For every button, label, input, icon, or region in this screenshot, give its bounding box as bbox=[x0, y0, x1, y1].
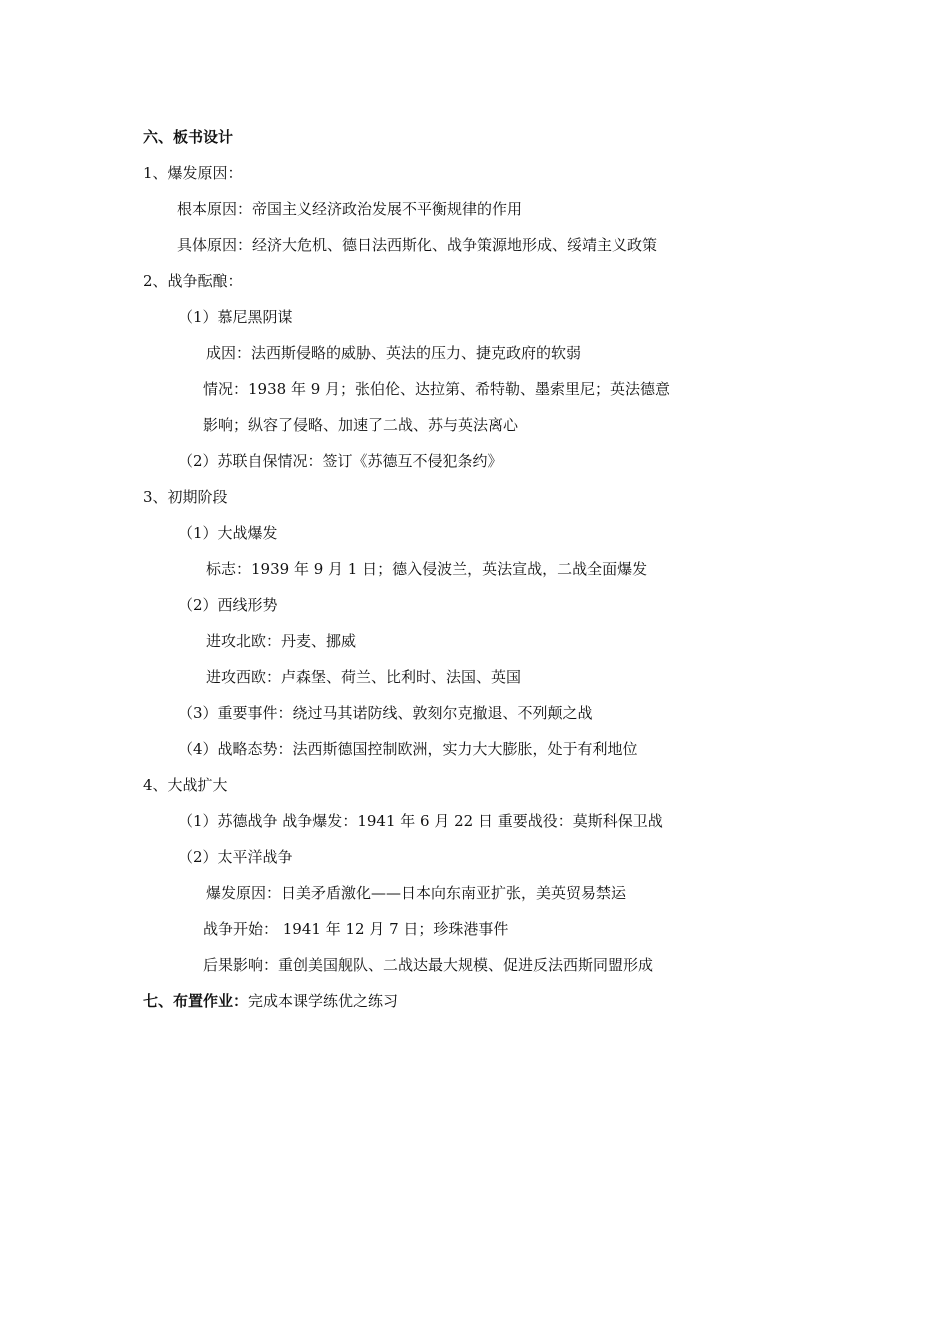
important-events: （3）重要事件：绕过马其诺防线、敦刻尔克撤退、不列颠之战 bbox=[178, 704, 593, 722]
soviet-german-war: （1）苏德战争 战争爆发：1941 年 6 月 22 日 重要战役：莫斯科保卫战 bbox=[178, 812, 663, 830]
root-cause-line: 根本原因：帝国主义经济政治发展不平衡规律的作用 bbox=[177, 200, 523, 218]
soviet-self-defense: （2）苏联自保情况：签订《苏德互不侵犯条约》 bbox=[178, 452, 503, 470]
munich-cause: 成因：法西斯侵略的威胁、英法的压力、捷克政府的软弱 bbox=[206, 344, 582, 362]
strategic-situation: （4）战略态势：法西斯德国控制欧洲，实力大大膨胀，处于有利地位 bbox=[178, 740, 638, 758]
munich-impact: 影响；纵容了侵略、加速了二战、苏与英法离心 bbox=[203, 416, 519, 434]
attack-northern-europe: 进攻北欧：丹麦、挪威 bbox=[206, 632, 357, 650]
war-outbreak-mark: 标志：1939 年 9 月 1 日；德入侵波兰，英法宣战，二战全面爆发 bbox=[206, 560, 648, 578]
pacific-war-start: 战争开始： 1941 年 12 月 7 日；珍珠港事件 bbox=[203, 920, 509, 938]
attack-western-europe: 进攻西欧：卢森堡、荷兰、比利时、法国、英国 bbox=[206, 668, 522, 686]
munich-situation: 情况：1938 年 9 月；张伯伦、达拉第、希特勒、墨索里尼；英法德意 bbox=[203, 380, 671, 398]
item4-heading: 4、大战扩大 bbox=[143, 776, 228, 794]
pacific-war-title: （2）太平洋战争 bbox=[178, 848, 293, 866]
section7-content: 完成本课学练优之练习 bbox=[248, 992, 399, 1010]
section6-title: 六、板书设计 bbox=[143, 128, 234, 146]
item2-heading: 2、战争酝酿： bbox=[143, 272, 243, 290]
section7-title: 七、布置作业 bbox=[143, 992, 234, 1010]
specific-cause-line: 具体原因：经济大危机、德日法西斯化、战争策源地形成、绥靖主义政策 bbox=[177, 236, 658, 254]
item3-heading: 3、初期阶段 bbox=[143, 488, 228, 506]
section7-colon: ： bbox=[233, 992, 249, 1010]
section7-line bbox=[143, 989, 398, 1013]
munich-title: （1）慕尼黑阴谋 bbox=[178, 308, 293, 326]
item1-heading: 1、爆发原因： bbox=[143, 164, 243, 182]
western-front-title: （2）西线形势 bbox=[178, 596, 278, 614]
pacific-war-result: 后果影响：重创美国舰队、二战达最大规模、促进反法西斯同盟形成 bbox=[203, 956, 654, 974]
pacific-war-cause: 爆发原因：日美矛盾激化——日本向东南亚扩张，美英贸易禁运 bbox=[206, 884, 627, 902]
war-outbreak-title: （1）大战爆发 bbox=[178, 524, 278, 542]
